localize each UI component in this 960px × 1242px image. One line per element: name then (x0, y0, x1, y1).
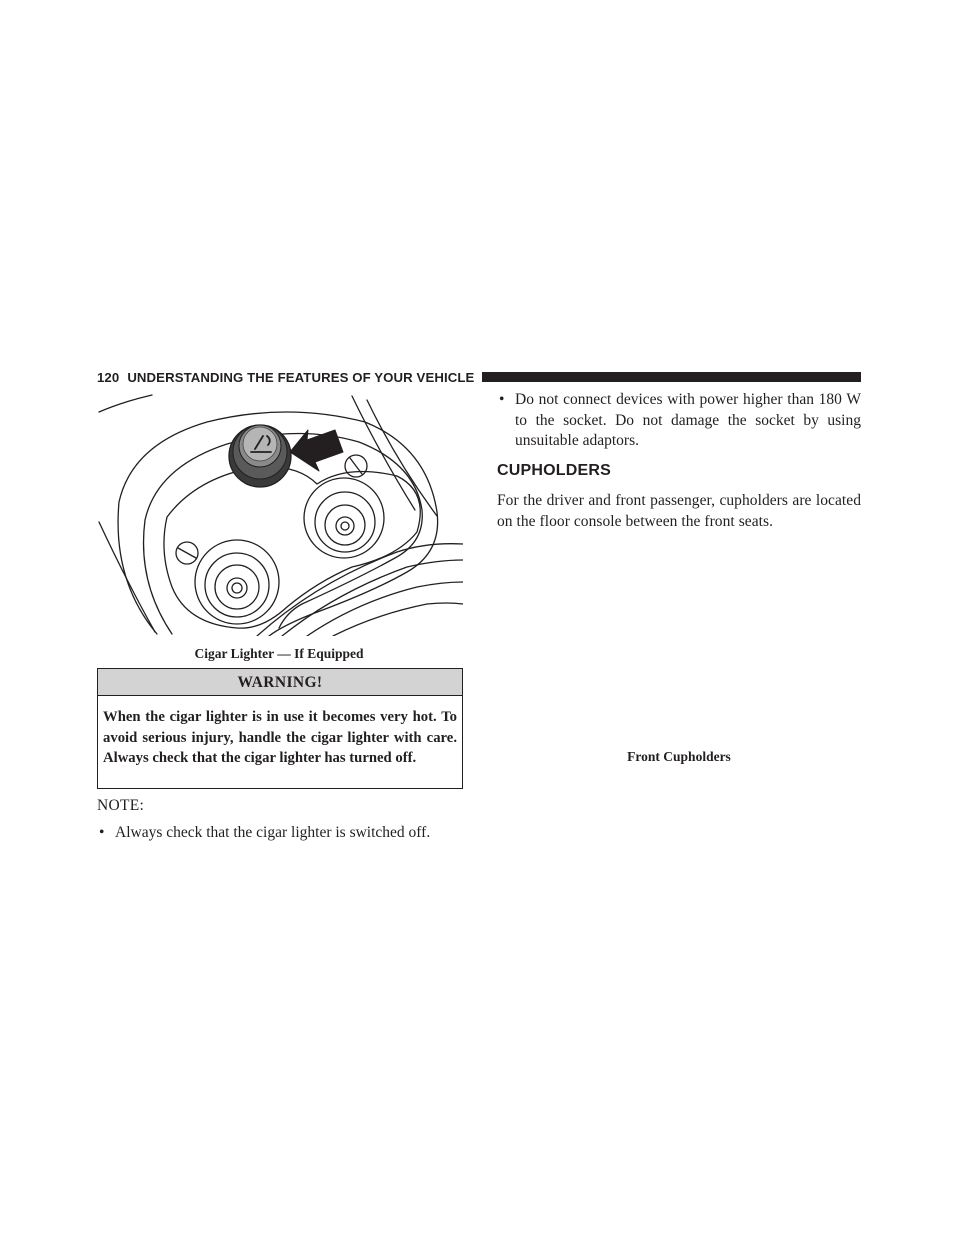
cigar-lighter-drawing (97, 392, 463, 636)
page-number: 120 (97, 369, 120, 385)
note-label: NOTE: (97, 797, 145, 814)
section-title: UNDERSTANDING THE FEATURES OF YOUR VEHICLE (127, 369, 475, 385)
section-heading: CUPHOLDERS (497, 462, 612, 479)
bullet-icon: • (99, 824, 105, 841)
figure-caption-cupholders: Front Cupholders (627, 749, 731, 764)
header-rule (482, 372, 861, 382)
list-item-text: Do not connect devices with power higher than 180 W to the socket. Do not damage the socket by using unsuitable adaptors. (515, 391, 861, 449)
cigar-lighter-illustration (97, 392, 463, 636)
list-item-text: Always check that the cigar lighter is switched off. (115, 824, 431, 841)
warning-text: When the cigar lighter is in use it becomes very hot. To avoid serious injury, handle the cigar lighter with care. Always check that the cigar lighter has turned off. (103, 709, 457, 766)
page-header (97, 369, 861, 385)
header-text (97, 370, 474, 385)
list-item (499, 390, 861, 452)
figure-caption-cigar-lighter: Cigar Lighter — If Equipped (194, 646, 364, 661)
warning-title: WARNING! (98, 669, 462, 696)
list-item (99, 823, 461, 844)
bullet-icon: • (499, 391, 505, 408)
body-paragraph: For the driver and front passenger, cupholders are located on the floor console between the front seats. (497, 492, 861, 530)
warning-box (97, 668, 463, 789)
